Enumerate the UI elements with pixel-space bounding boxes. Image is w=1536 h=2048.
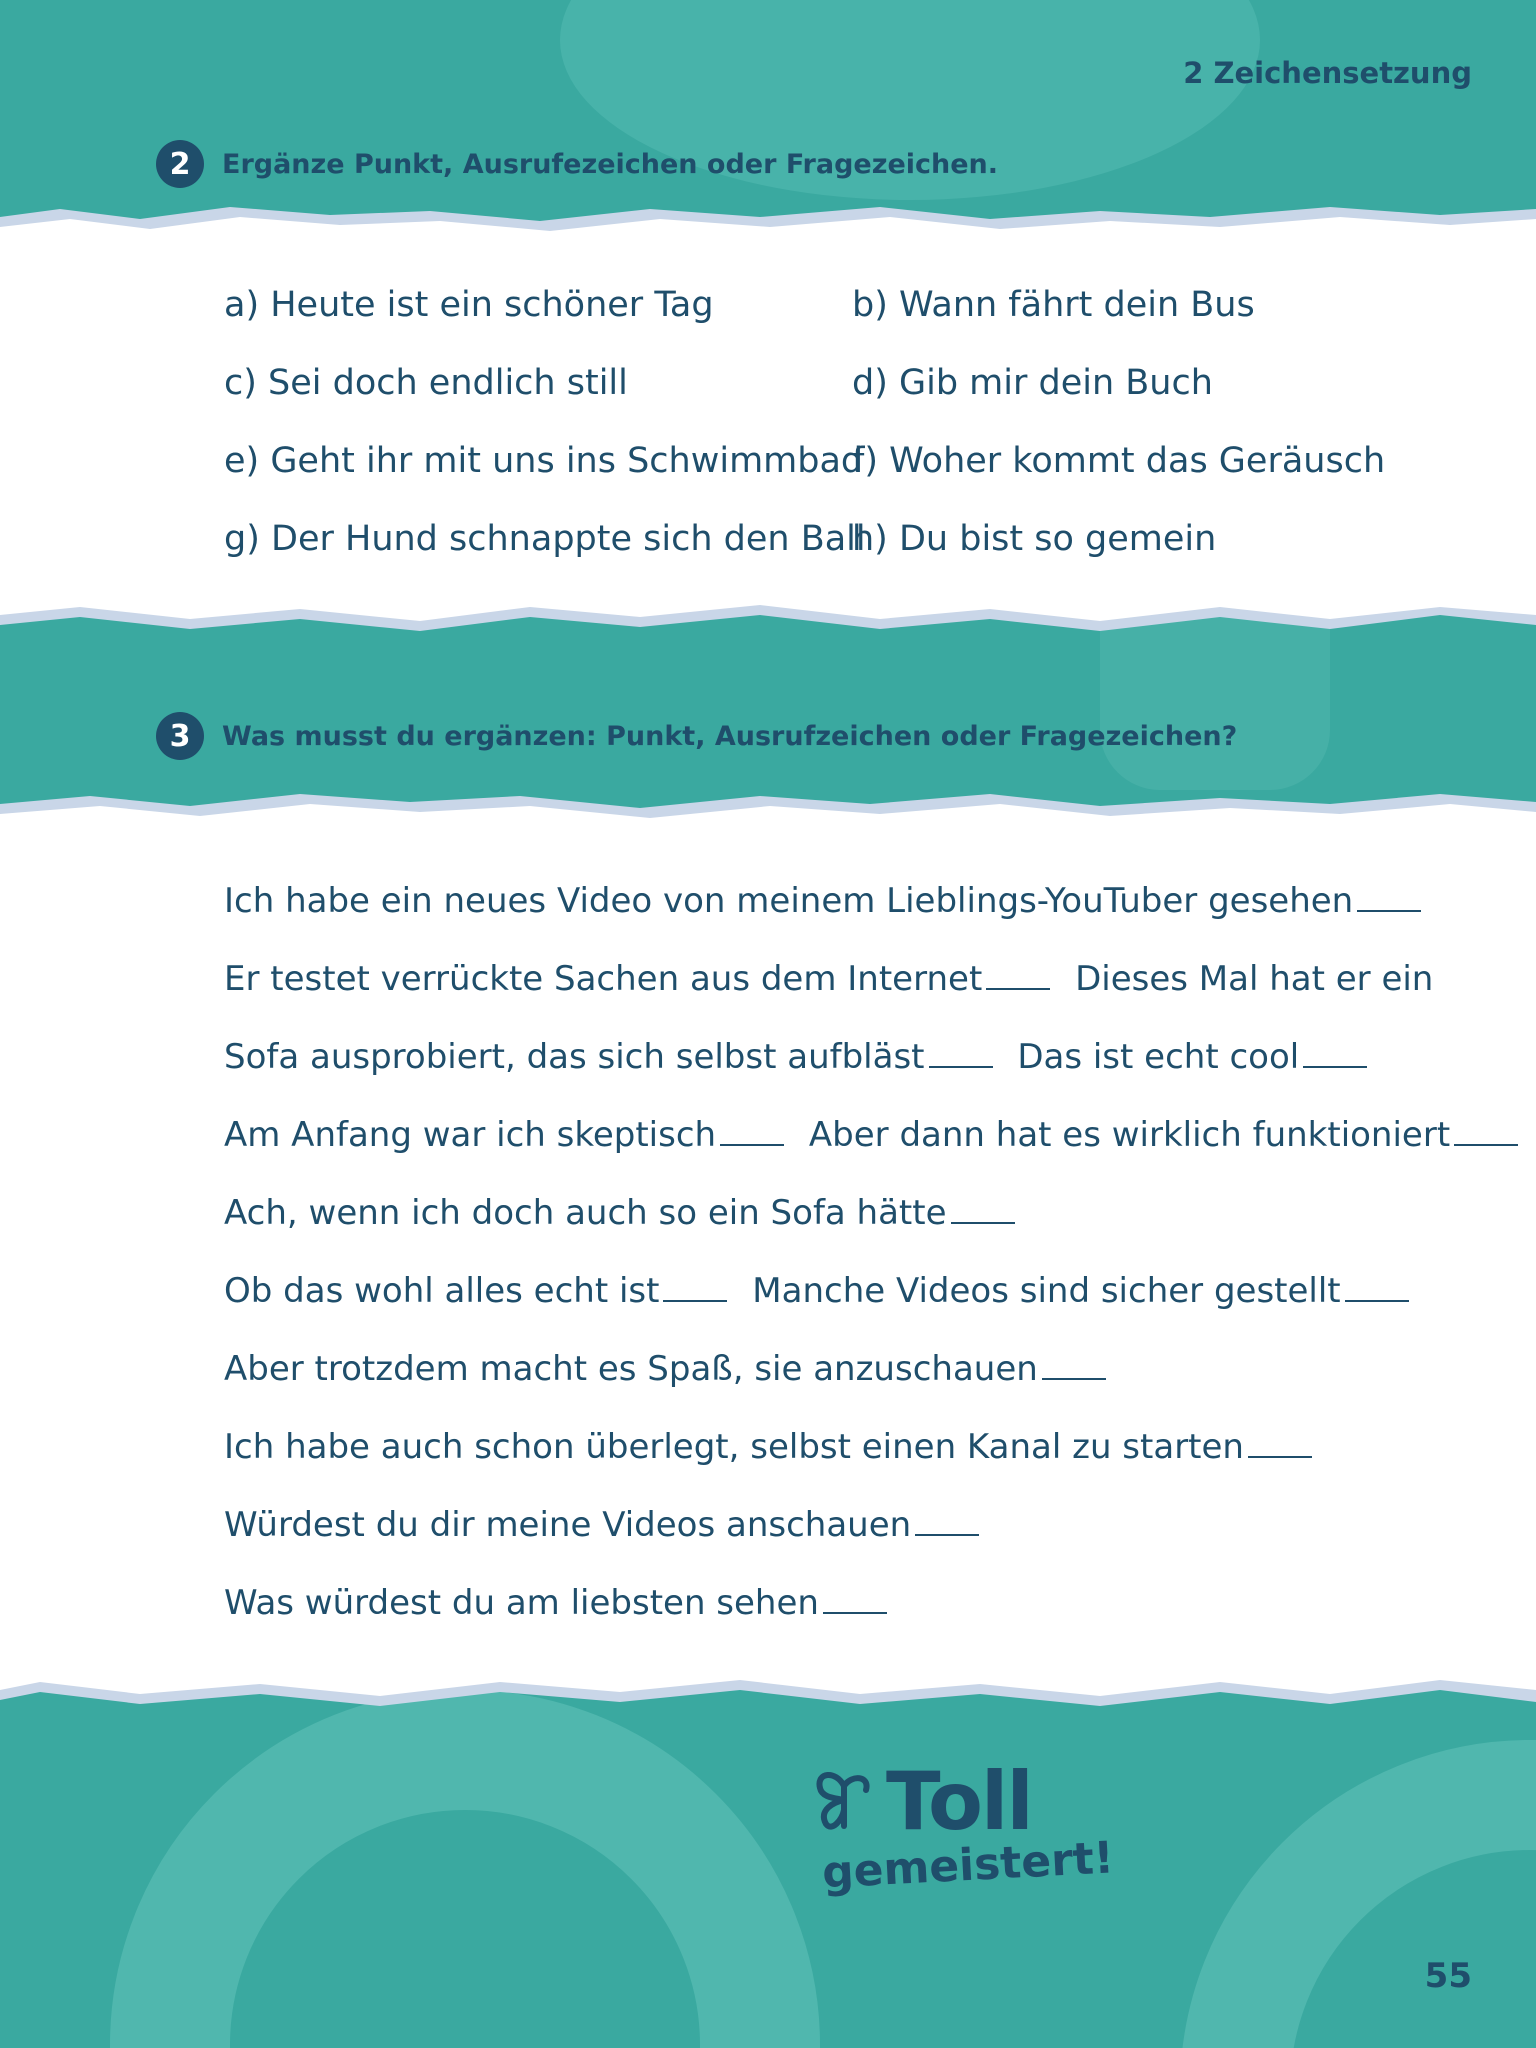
answer-blank[interactable] [1454, 1114, 1518, 1146]
task-3-line [224, 1504, 979, 1545]
task-3-heading [156, 712, 1237, 760]
sentence-text: Was würdest du am liebsten sehen [224, 1583, 819, 1623]
sentence-text: Ach, wenn ich doch auch so ein Sofa hätte [224, 1193, 947, 1233]
task-2-item: d) Gib mir dein Buch [852, 363, 1213, 403]
task-2-item: h) Du bist so gemein [852, 519, 1217, 559]
task-3-line [224, 1036, 1367, 1077]
task-number: 2 [156, 140, 204, 188]
sentence-text: Sofa ausprobiert, das sich selbst aufbläst [224, 1037, 925, 1077]
task-instruction: Was musst du ergänzen: Punkt, Ausrufzeichen oder Fragezeichen? [222, 720, 1238, 752]
answer-blank[interactable] [1042, 1348, 1106, 1380]
answer-blank[interactable] [951, 1192, 1015, 1224]
reward-line-2: gemeistert! [820, 1832, 1116, 1899]
reward-line-1: Toll [886, 1755, 1032, 1848]
sentence-text: Würdest du dir meine Videos anschauen [224, 1505, 912, 1545]
task-3-line [224, 1426, 1312, 1467]
task-3-line [224, 1270, 1409, 1311]
page-number: 55 [1424, 1956, 1472, 1996]
task-2-item: b) Wann fährt dein Bus [852, 285, 1255, 325]
task-2-heading [156, 140, 998, 188]
task-number: 3 [156, 712, 204, 760]
sentence-text: Ich habe ein neues Video von meinem Lieblings-YouTuber gesehen [224, 881, 1354, 921]
task-2-item: g) Der Hund schnappte sich den Ball [224, 519, 866, 559]
task-2-item: c) Sei doch endlich still [224, 363, 628, 403]
sentence-text: Ob das wohl alles echt ist [224, 1271, 660, 1311]
task-2-item: a) Heute ist ein schöner Tag [224, 285, 714, 325]
answer-blank[interactable] [1357, 880, 1421, 912]
answer-blank[interactable] [929, 1036, 993, 1068]
answer-blank[interactable] [823, 1582, 887, 1614]
chapter-header: 2 Zeichensetzung [1183, 56, 1472, 90]
sentence-text: Aber trotzdem macht es Spaß, sie anzuschauen [224, 1349, 1038, 1389]
task-3-paper [0, 790, 1536, 1710]
task-3-line [224, 1192, 1015, 1233]
task-3-line [224, 1114, 1518, 1155]
task-3-line [224, 880, 1421, 921]
task-3-line [224, 1582, 887, 1623]
sentence-text: Ich habe auch schon überlegt, selbst einen Kanal zu starten [224, 1427, 1244, 1467]
sentence-text: Am Anfang war ich skeptisch [224, 1115, 717, 1155]
sentence-text: Dieses Mal hat er ein [1075, 959, 1434, 999]
torn-paper-shape [0, 205, 1536, 635]
task-instruction: Ergänze Punkt, Ausrufezeichen oder Fragezeichen. [222, 148, 999, 180]
sentence-text: Aber dann hat es wirklich funktioniert [808, 1115, 1451, 1155]
butterfly-icon [808, 1766, 880, 1838]
bg-ring [1180, 1740, 1536, 2048]
task-2-item: e) Geht ihr mit uns ins Schwimmbad [224, 441, 864, 481]
task-3-line [224, 958, 1433, 999]
answer-blank[interactable] [663, 1270, 727, 1302]
torn-paper-shape [0, 790, 1536, 1710]
reward-badge [808, 1755, 1116, 1899]
answer-blank[interactable] [1248, 1426, 1312, 1458]
answer-blank[interactable] [986, 958, 1050, 990]
task-2-item: f) Woher kommt das Geräusch [852, 441, 1386, 481]
answer-blank[interactable] [720, 1114, 784, 1146]
sentence-text: Manche Videos sind sicher gestellt [752, 1271, 1341, 1311]
task-3-line [224, 1348, 1106, 1389]
answer-blank[interactable] [1345, 1270, 1409, 1302]
bg-ring [110, 1690, 820, 2048]
sentence-text: Er testet verrückte Sachen aus dem Internet [224, 959, 983, 999]
task-2-paper [0, 205, 1536, 635]
answer-blank[interactable] [915, 1504, 979, 1536]
sentence-text: Das ist echt cool [1017, 1037, 1300, 1077]
answer-blank[interactable] [1303, 1036, 1367, 1068]
